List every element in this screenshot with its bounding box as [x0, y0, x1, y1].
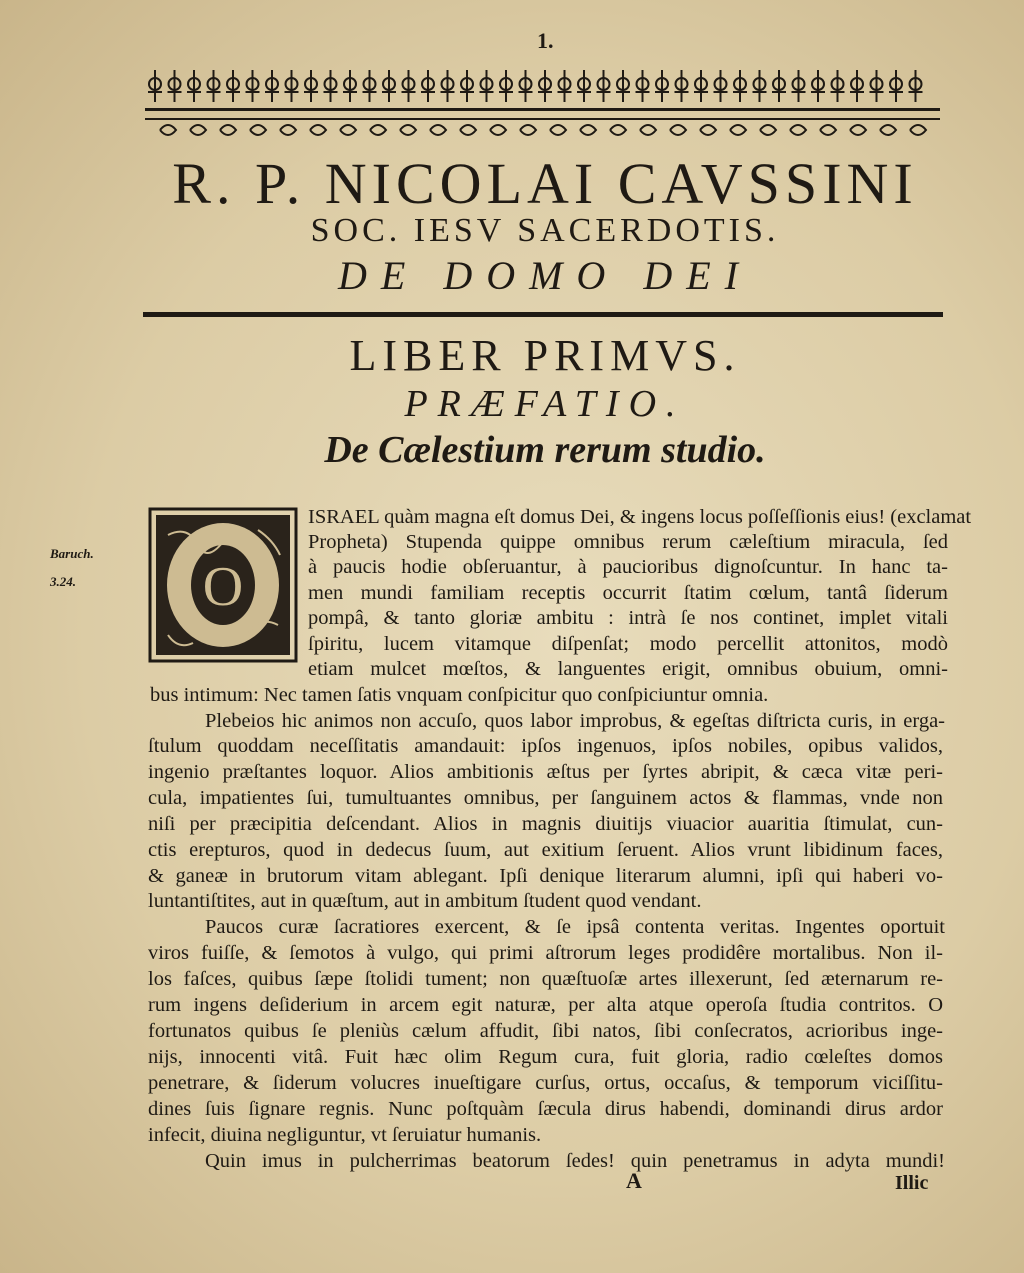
- body-line: ſtulum quoddam neceſſitatis amandauit: ipſos ingenuos, ipſos nobiles, opibus validos,: [148, 735, 943, 757]
- margin-citation-verse: 3.24.: [50, 574, 76, 589]
- body-line: ISRAEL quàm magna eſt domus Dei, & ingens locus poſſeſſionis eius! (exclamat: [308, 506, 972, 528]
- ornament-scroll: [610, 125, 626, 135]
- ornament-scroll: [370, 125, 386, 135]
- body-line: los faſces, quibus ſæpe ſtolidi tument; non quæſtuoſæ artes illexerunt, ſed æternarum re-: [148, 968, 943, 990]
- body-line: luntantiſtites, aut in quæſtum, aut in ambitum ſtudent quod vendant.: [148, 890, 702, 912]
- order-subtitle: SOC. IESV SACERDOTIS.: [310, 212, 780, 249]
- body-line: dines ſuis ſignare regnis. Nunc poſtquàm ſæcula dirus habendi, dominandi dirus ardor: [148, 1098, 943, 1120]
- ornament-scroll: [790, 125, 806, 135]
- ornament-scroll: [400, 125, 416, 135]
- ornament-scroll: [640, 125, 656, 135]
- headpiece-ornament: [145, 62, 940, 147]
- ornament-scroll: [340, 125, 356, 135]
- body-line: Quin imus in pulcherrimas beatorum ſedes! quin penetramus in adyta mundi!: [205, 1150, 945, 1172]
- body-line: à paucis hodie obſeruantur, à paucioribus dignoſcuntur. In hanc ta-: [308, 556, 948, 578]
- ornament-scroll: [190, 125, 206, 135]
- body-line: infecit, diuina negliguntur, vt ſeruiatur humanis.: [148, 1124, 542, 1146]
- ornament-scroll: [760, 125, 776, 135]
- body-line: fortunatos quibus ſe pleniùs cælum affudit, ſibi natos, ſibi conſecratos, acrioribus inge-: [148, 1020, 943, 1042]
- body-line: cula, impatientes ſui, tumultuantes omnibus, per ſanguinem actos & flammas, vnde non: [148, 787, 943, 809]
- ornament-scroll: [700, 125, 716, 135]
- ornament-scroll: [580, 125, 596, 135]
- page-number: 1.: [537, 28, 554, 53]
- drop-cap-initial: [148, 505, 298, 665]
- body-line: Plebeios hic animos non accuſo, quos labor improbus, & egeſtas diſtricta curis, in erga-: [205, 710, 945, 732]
- drop-cap-letter: O: [202, 556, 244, 618]
- body-line: penetrare, & ſiderum volucres inueſtigare curſus, ortus, occaſus, & temporum viciſſitu-: [148, 1072, 943, 1094]
- ornament-scroll: [730, 125, 746, 135]
- work-title: DE DOMO DEI: [338, 253, 752, 298]
- preface-heading: PRÆFATIO.: [404, 383, 686, 425]
- catchword: Illic: [895, 1172, 929, 1194]
- ornament-scroll: [280, 125, 296, 135]
- divider-rule: [143, 311, 943, 318]
- body-line: ſpiritu, lucem vitamque diſpenſat; modo percellit attonitos, modò: [308, 633, 948, 655]
- body-line: niſi per præcipitia deſcendant. Alios in magnis diuitijs viuacior auaritia ſtimulat, cun-: [148, 813, 943, 835]
- book-heading: LIBER PRIMVS.: [349, 331, 741, 380]
- ornament-scroll: [490, 125, 506, 135]
- ornament-scroll: [670, 125, 686, 135]
- body-line: & ganeæ in brutorum vitam ablegant. Ipſi denique literarum alumni, ipſi qui haberi vo-: [148, 865, 943, 887]
- ornament-scroll: [460, 125, 476, 135]
- ornament-scroll: [160, 125, 176, 135]
- body-line: rum ingens deſiderium in arcem egit naturæ, per alta atque operoſa ſtudia contritos. O: [148, 994, 943, 1016]
- body-line: pompâ, & tanto gloriæ ambitu : intrà ſe nos continet, implet vitali: [308, 607, 948, 629]
- ornament-scroll: [520, 125, 536, 135]
- body-line: ctis erepturos, quod in dedecus ſuum, aut exitium ſeruent. Alios vrunt libidinum faces,: [148, 839, 943, 861]
- ornament-scroll: [220, 125, 236, 135]
- body-line: viros fuiſſe, & ſemotos à vulgo, qui primi aſtrorum leges prodidêre mortalibus. Non il-: [148, 942, 943, 964]
- ornament-scroll: [820, 125, 836, 135]
- ornament-scroll: [850, 125, 866, 135]
- ornament-scroll: [550, 125, 566, 135]
- ornament-scroll: [310, 125, 326, 135]
- ornament-scroll: [910, 125, 926, 135]
- author-title: R. P. NICOLAI CAVSSINI: [172, 151, 918, 216]
- body-line: ingenio præſtantes loquor. Alios ambitionis æſtus per ſyrtes abripit, & cæca vitæ peri-: [148, 761, 943, 783]
- margin-citation-book: Baruch.: [50, 546, 94, 561]
- signature-mark: A: [626, 1168, 642, 1193]
- ornament-scroll: [250, 125, 266, 135]
- margin-citation: [50, 540, 130, 596]
- body-line: Propheta) Stupenda quippe omnibus rerum cæleſtium miracula, ſed: [308, 531, 948, 553]
- ornament-scroll: [880, 125, 896, 135]
- body-line: bus intimum: Nec tamen ſatis vnquam conſpicitur quo conſpiciuntur omnia.: [150, 684, 769, 706]
- body-line: men mundi familiam receptis occurrit ſtatim cœlum, tantâ ſiderum: [308, 582, 948, 604]
- ornament-scroll: [430, 125, 446, 135]
- body-line: Paucos curæ ſacratiores exercent, & ſe ipsâ contenta veritas. Ingentes oportuit: [205, 916, 945, 938]
- subject-heading: De Cælestium rerum studio.: [324, 429, 766, 471]
- body-line: nijs, innocenti vitâ. Fuit hæc olim Regum cura, fuit gloria, radio cœleſtes domos: [148, 1046, 943, 1068]
- body-line: etiam mulcet mœſtos, & languentes erigit, omnibus obuium, omni-: [308, 658, 948, 680]
